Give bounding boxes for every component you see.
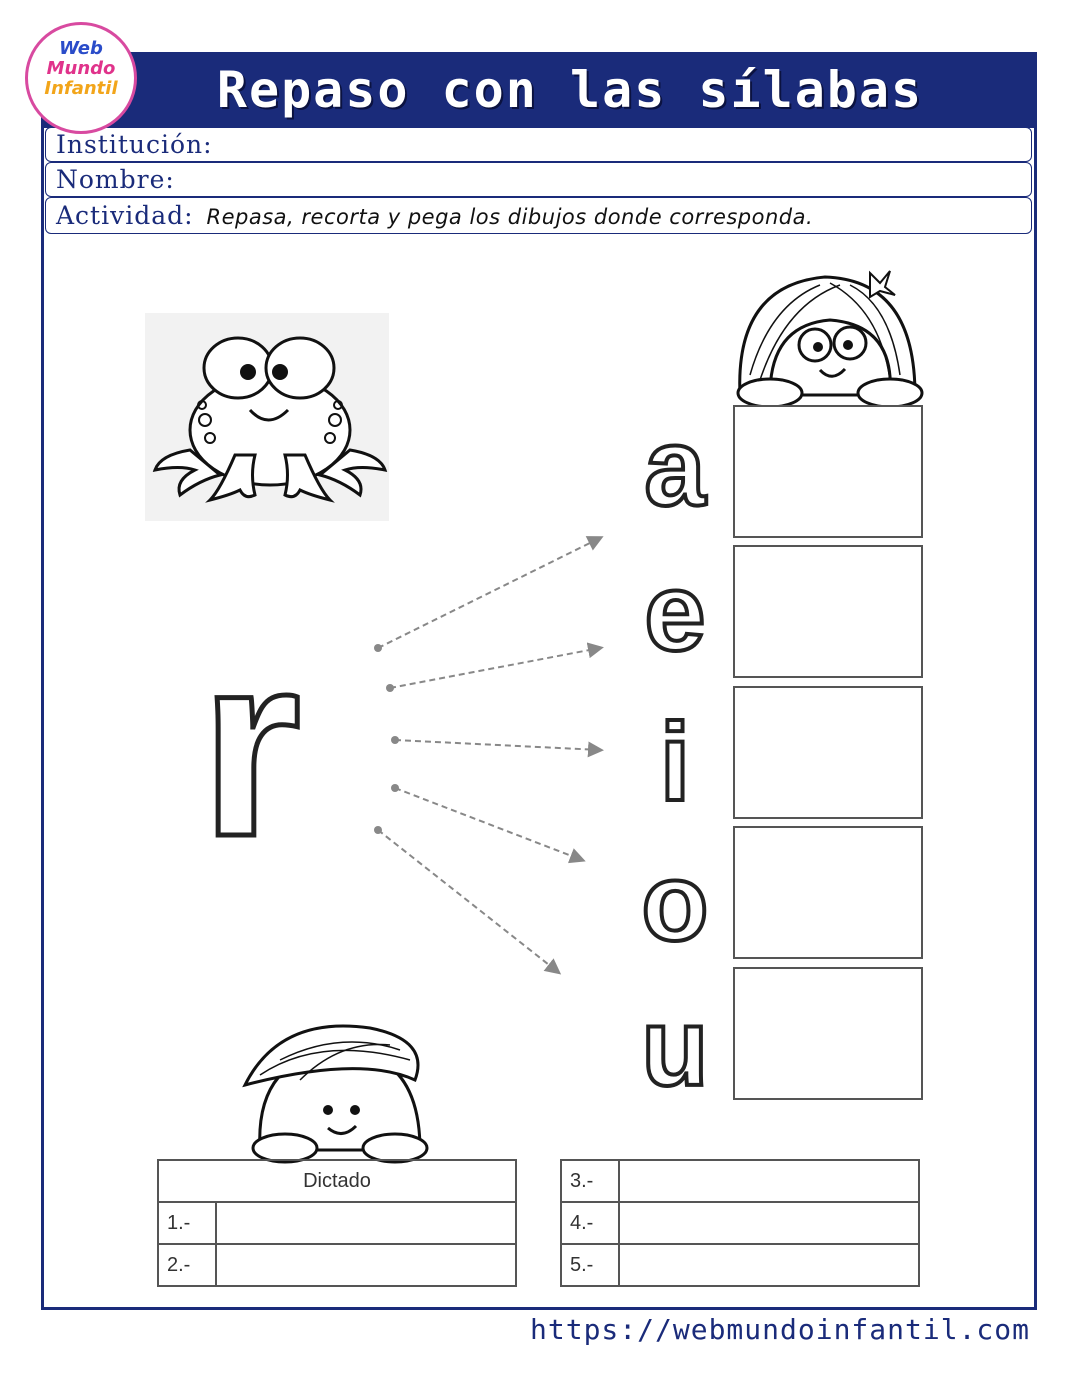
paste-box-u[interactable] bbox=[733, 967, 923, 1100]
consonant-letter bbox=[190, 620, 370, 850]
vowel-i: i bbox=[659, 701, 691, 824]
dictado-row-label: 5.- bbox=[561, 1244, 619, 1286]
page-title: Repaso con las sílabas bbox=[216, 61, 924, 119]
frog-icon bbox=[150, 330, 390, 510]
dictado-answer-cell[interactable] bbox=[619, 1160, 919, 1202]
vowel-u: u bbox=[641, 986, 709, 1109]
dictado-row-label: 4.- bbox=[561, 1202, 619, 1244]
dictado-answer-cell[interactable] bbox=[619, 1202, 919, 1244]
logo-line-2: Mundo bbox=[46, 58, 116, 79]
logo-line-3: Infantil bbox=[44, 78, 118, 99]
dictado-row-label: 2.- bbox=[158, 1244, 216, 1286]
paste-box-a[interactable] bbox=[733, 405, 923, 538]
boy-peeking-icon bbox=[240, 1020, 440, 1165]
nombre-label: Nombre: bbox=[56, 165, 175, 194]
footer-url[interactable]: https://webmundoinfantil.com bbox=[530, 1313, 1031, 1346]
vowel-e: e bbox=[644, 551, 706, 674]
dictado-row-label: 3.- bbox=[561, 1160, 619, 1202]
paste-box-i[interactable] bbox=[733, 686, 923, 819]
site-logo bbox=[25, 22, 137, 134]
dictado-answer-cell[interactable] bbox=[216, 1202, 516, 1244]
dictado-table-left bbox=[157, 1159, 517, 1287]
instruction-text: Repasa, recorta y pega los dibujos donde corresponda. bbox=[206, 205, 814, 229]
actividad-field bbox=[45, 197, 1032, 234]
institucion-label: Institución: bbox=[56, 130, 213, 159]
paste-box-o[interactable] bbox=[733, 826, 923, 959]
logo-line-1: Web bbox=[59, 38, 103, 59]
girl-peeking-icon bbox=[730, 265, 930, 410]
vowel-o: o bbox=[641, 841, 709, 964]
paste-box-e[interactable] bbox=[733, 545, 923, 678]
nombre-field[interactable] bbox=[45, 162, 1032, 197]
consonant-text: r bbox=[200, 620, 302, 850]
dictado-answer-cell[interactable] bbox=[619, 1244, 919, 1286]
dictado-answer-cell[interactable] bbox=[216, 1244, 516, 1286]
dictado-title: Dictado bbox=[158, 1160, 516, 1202]
matching-arrows bbox=[360, 520, 620, 990]
institucion-field[interactable] bbox=[45, 127, 1032, 162]
dictado-table-right bbox=[560, 1159, 920, 1287]
vowel-a: a bbox=[644, 410, 706, 529]
actividad-label: Actividad: bbox=[56, 201, 194, 230]
dictado-row-label: 1.- bbox=[158, 1202, 216, 1244]
vowel-column bbox=[620, 410, 730, 1110]
